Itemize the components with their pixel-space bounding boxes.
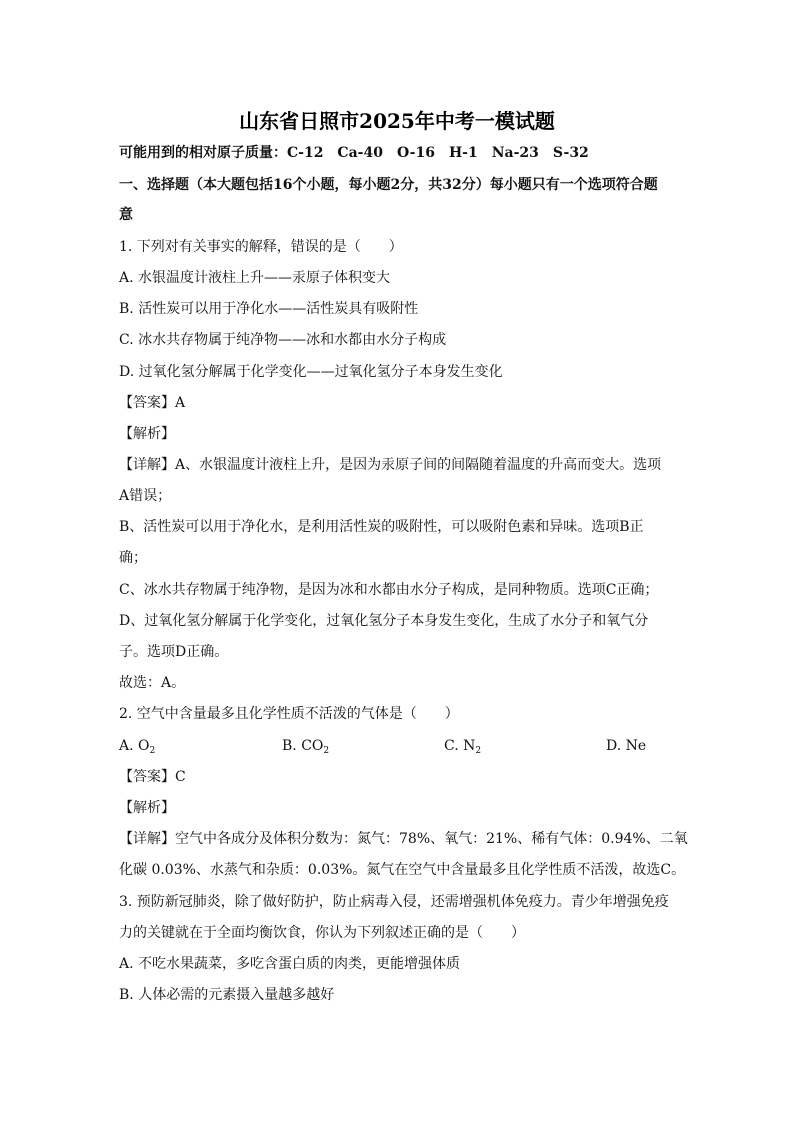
q1-answer: 【答案】A <box>119 395 186 411</box>
q1-analysis-label: 【解析】 <box>119 426 175 442</box>
q1-detail-4b: 子。选项D正确。 <box>119 644 229 660</box>
q2-answer: 【答案】C <box>119 769 186 785</box>
section-header-line1: 一、选择题（本大题包括16个小题，每小题2分，共32分）每小题只有一个选项符合题 <box>119 177 658 193</box>
q1-option-c: C. 冰水共存物属于纯净物——冰和水都由水分子构成 <box>119 332 447 348</box>
q2-detail-2: 化碳 0.03%、水蒸气和杂质：0.03%。氮气在空气中含量最多且化学性质不活泼，故选C。 <box>119 862 686 878</box>
q3-option-b: B. 人体必需的元素摄入量越多越好 <box>119 987 335 1003</box>
q1-conclusion: 故选：A。 <box>119 675 186 691</box>
q2-stem: 2. 空气中含量最多且化学性质不活泼的气体是（ ） <box>119 706 459 722</box>
q1-detail-1b: A错误； <box>119 488 172 504</box>
q2-detail-1: 【详解】空气中各成分及体积分数为：氮气：78%、氧气：21%、稀有气体：0.94%、二氧 <box>119 831 688 847</box>
atomic-masses: 可能用到的相对原子质量：C-12 Ca-40 O-16 H-1 Na-23 S-32 <box>119 145 589 161</box>
page-title: 山东省日照市2025年中考一模试题 <box>239 109 555 133</box>
q3-stem-1: 3. 预防新冠肺炎，除了做好防护，防止病毒入侵，还需增强机体免疫力。青少年增强免疫 <box>119 894 669 910</box>
q2-option-a: A. $O_2$ <box>119 738 156 756</box>
section-header-line2: 意 <box>119 207 133 223</box>
q1-detail-2b: 确； <box>119 550 147 566</box>
q2-analysis-label: 【解析】 <box>119 800 175 816</box>
q1-detail-1a: 【详解】A、水银温度计液柱上升，是因为汞原子间的间隔随着温度的升高而变大。选项 <box>119 457 662 473</box>
q2-option-d: D. Ne <box>606 738 647 754</box>
q2-option-c: C. $N_2$ <box>444 738 482 756</box>
q1-stem: 1. 下列对有关事实的解释，错误的是（ ） <box>119 239 403 255</box>
q1-detail-3: C、冰水共存物属于纯净物，是因为冰和水都由水分子构成，是同种物质。选项C正确； <box>119 582 659 598</box>
q2-option-b: B. $CO_2$ <box>282 738 330 756</box>
q1-detail-4a: D、过氧化氢分解属于化学变化，过氧化氢分子本身发生变化，生成了水分子和氧气分 <box>119 613 649 629</box>
q1-option-d: D. 过氧化氢分解属于化学变化——过氧化氢分子本身发生变化 <box>119 364 503 380</box>
q1-option-b: B. 活性炭可以用于净化水——活性炭具有吸附性 <box>119 301 419 317</box>
q3-option-a: A. 不吃水果蔬菜，多吃含蛋白质的肉类，更能增强体质 <box>119 956 461 972</box>
q1-detail-2a: B、活性炭可以用于净化水，是利用活性炭的吸附性，可以吸附色素和异味。选项B正 <box>119 519 644 535</box>
q1-option-a: A. 水银温度计液柱上升——汞原子体积变大 <box>119 270 391 286</box>
q3-stem-2: 力的关键就在于全面均衡饮食，你认为下列叙述正确的是（ ） <box>119 925 525 941</box>
